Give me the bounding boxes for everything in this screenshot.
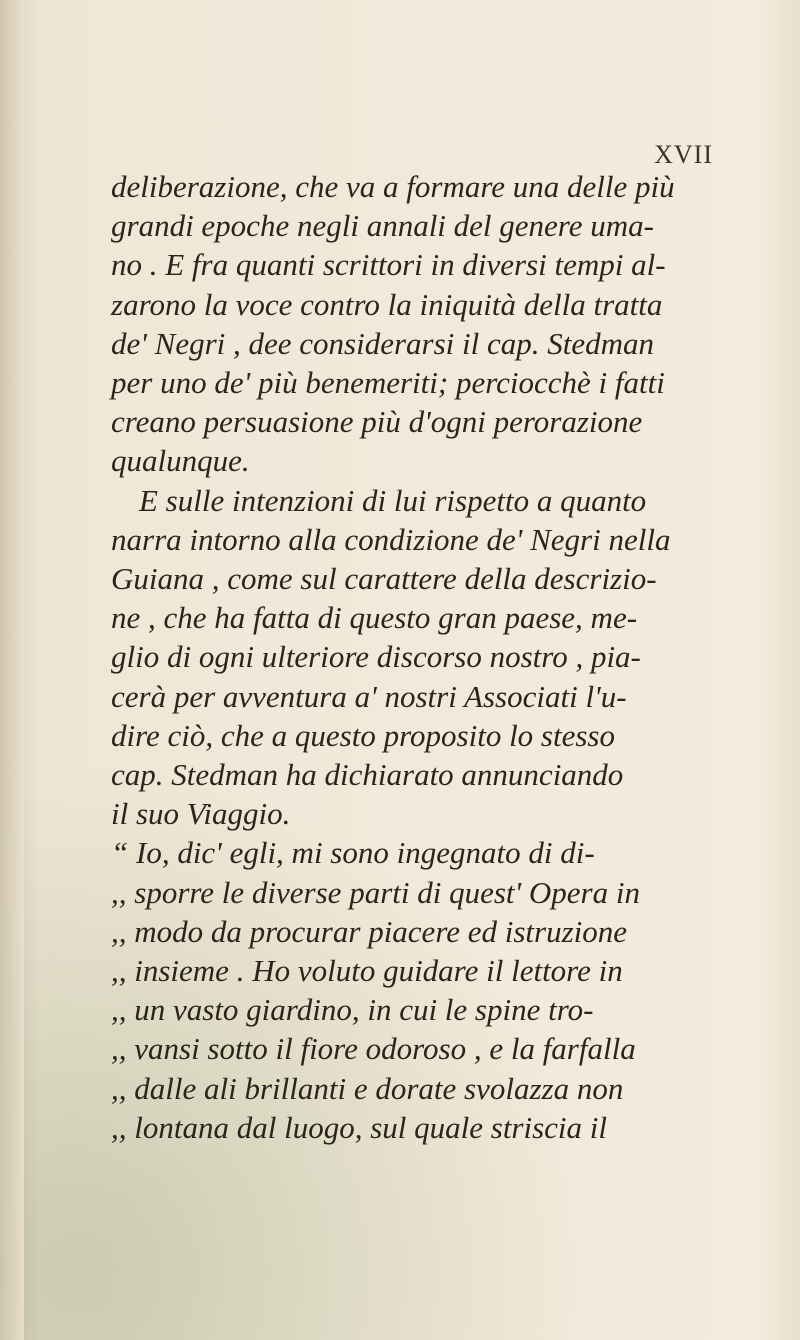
text-line: glio di ogni ulteriore discorso nostro , pia- [111,639,641,675]
body-text [111,167,745,1147]
text-line: il suo Viaggio. [111,796,291,832]
text-line: cerà per avventura a' nostri Associati l'u- [111,678,627,714]
text-line: creano persuasione più d'ogni perorazione [111,404,643,440]
text-line: qualunque. [111,443,250,479]
text-line: ,, lontana dal luogo, sul quale striscia il [111,1109,608,1145]
text-line: no . E fra quanti scrittori in diversi tempi al- [111,247,666,283]
text-line: grandi epoche negli annali del genere uma- [111,208,654,244]
text-line: ,, vansi sotto il fiore odoroso , e la farfalla [111,1031,636,1067]
page-spine-shadow [0,0,24,1340]
text-line: cap. Stedman ha dichiarato annunciando [111,757,624,793]
text-line: ,, dalle ali brillanti e dorate svolazza non [111,1070,624,1106]
text-line: per uno de' più benemeriti; perciocchè i fatti [111,365,665,401]
text-line: zarono la voce contro la iniquità della tratta [111,286,663,322]
text-line: ,, modo da procurar piacere ed istruzione [111,913,628,949]
text-line: Guiana , come sul carattere della descrizio- [111,561,657,597]
text-line: “ Io, dic' egli, mi sono ingegnato di di- [111,835,595,871]
text-line: E sulle intenzioni di lui rispetto a quanto [139,482,647,518]
text-line: deliberazione, che va a formare una delle più [111,169,675,204]
text-line: ,, sporre le diverse parti di quest' Opera in [111,874,640,910]
text-line: ne , che ha fatta di questo gran paese, me- [111,600,638,636]
page-number: XVII [654,140,713,169]
text-line: narra intorno alla condizione de' Negri nella [111,521,671,557]
text-line: ,, insieme . Ho voluto guidare il lettore in [111,953,623,989]
text-line: de' Negri , dee considerarsi il cap. Stedman [111,325,655,361]
text-line: dire ciò, che a questo proposito lo stesso [111,717,615,753]
text-line: ,, un vasto giardino, in cui le spine tro- [111,992,594,1028]
